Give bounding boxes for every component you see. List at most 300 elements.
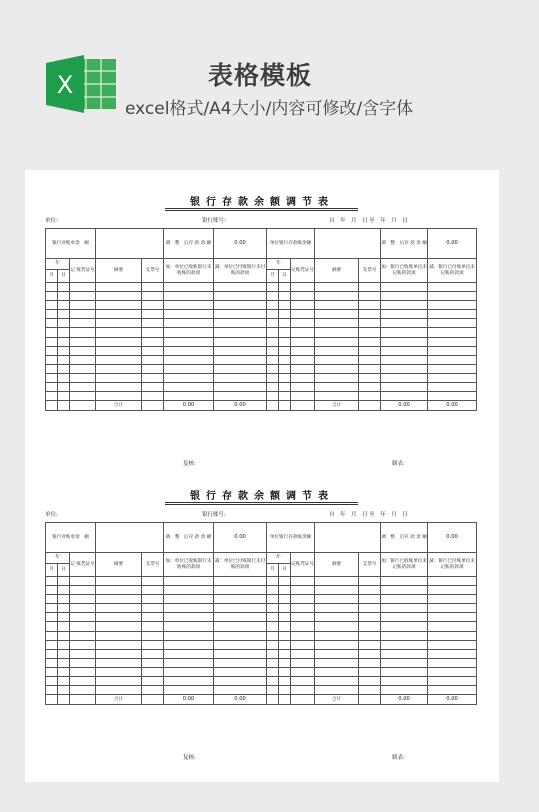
- table-cell[interactable]: [428, 613, 477, 622]
- table-cell[interactable]: [214, 631, 267, 640]
- table-cell[interactable]: [58, 586, 70, 595]
- table-cell[interactable]: [291, 364, 315, 373]
- table-cell[interactable]: [164, 319, 214, 328]
- table-cell[interactable]: [359, 301, 381, 310]
- table-cell[interactable]: [381, 337, 428, 346]
- table-cell[interactable]: [214, 283, 267, 292]
- table-cell[interactable]: [428, 392, 477, 401]
- table-cell[interactable]: [96, 337, 142, 346]
- table-cell[interactable]: [428, 319, 477, 328]
- table-cell[interactable]: [46, 310, 58, 319]
- table-cell[interactable]: [214, 346, 267, 355]
- table-cell[interactable]: [315, 667, 359, 676]
- table-cell[interactable]: [381, 383, 428, 392]
- table-cell[interactable]: [164, 649, 214, 658]
- table-cell[interactable]: [359, 364, 381, 373]
- table-cell[interactable]: [58, 631, 70, 640]
- table-cell[interactable]: [381, 319, 428, 328]
- table-cell[interactable]: [279, 383, 291, 392]
- table-cell[interactable]: [142, 677, 164, 686]
- table-cell[interactable]: [279, 631, 291, 640]
- table-cell[interactable]: [291, 292, 315, 301]
- table-cell[interactable]: [58, 658, 70, 667]
- table-cell[interactable]: [279, 328, 291, 337]
- bank-statement-balance-value[interactable]: [96, 523, 164, 553]
- table-cell[interactable]: [279, 310, 291, 319]
- table-cell[interactable]: [214, 613, 267, 622]
- table-cell[interactable]: [70, 310, 96, 319]
- table-cell[interactable]: [381, 586, 428, 595]
- table-cell[interactable]: [267, 319, 279, 328]
- table-cell[interactable]: [46, 649, 58, 658]
- table-cell[interactable]: [96, 640, 142, 649]
- table-cell[interactable]: [46, 373, 58, 382]
- table-cell[interactable]: [279, 346, 291, 355]
- table-cell[interactable]: [428, 383, 477, 392]
- table-cell[interactable]: [70, 667, 96, 676]
- table-cell[interactable]: [142, 667, 164, 676]
- table-cell[interactable]: [164, 383, 214, 392]
- table-cell[interactable]: [164, 586, 214, 595]
- table-cell[interactable]: [164, 686, 214, 695]
- table-cell[interactable]: [214, 604, 267, 613]
- table-cell[interactable]: [58, 613, 70, 622]
- table-cell[interactable]: [164, 346, 214, 355]
- table-cell[interactable]: [359, 310, 381, 319]
- table-cell[interactable]: [70, 631, 96, 640]
- table-cell[interactable]: [96, 622, 142, 631]
- table-cell[interactable]: [96, 613, 142, 622]
- table-cell[interactable]: [381, 595, 428, 604]
- table-cell[interactable]: [359, 346, 381, 355]
- table-cell[interactable]: [291, 622, 315, 631]
- table-cell[interactable]: [359, 595, 381, 604]
- table-cell[interactable]: [279, 586, 291, 595]
- table-cell[interactable]: [291, 667, 315, 676]
- table-cell[interactable]: [214, 301, 267, 310]
- table-cell[interactable]: [96, 595, 142, 604]
- table-cell[interactable]: [428, 373, 477, 382]
- table-cell[interactable]: [46, 283, 58, 292]
- table-cell[interactable]: [428, 364, 477, 373]
- table-cell[interactable]: [46, 631, 58, 640]
- table-cell[interactable]: [381, 364, 428, 373]
- table-cell[interactable]: [279, 640, 291, 649]
- table-cell[interactable]: [58, 355, 70, 364]
- table-cell[interactable]: [96, 658, 142, 667]
- table-cell[interactable]: [428, 604, 477, 613]
- table-cell[interactable]: [267, 604, 279, 613]
- table-cell[interactable]: [267, 310, 279, 319]
- table-cell[interactable]: [142, 604, 164, 613]
- table-cell[interactable]: [164, 364, 214, 373]
- table-cell[interactable]: [164, 301, 214, 310]
- table-cell[interactable]: [142, 577, 164, 586]
- table-cell[interactable]: [381, 283, 428, 292]
- table-cell[interactable]: [291, 383, 315, 392]
- table-cell[interactable]: [315, 355, 359, 364]
- table-cell[interactable]: [142, 310, 164, 319]
- table-cell[interactable]: [267, 292, 279, 301]
- table-cell[interactable]: [428, 310, 477, 319]
- table-cell[interactable]: [315, 640, 359, 649]
- table-cell[interactable]: [214, 328, 267, 337]
- table-cell[interactable]: [164, 604, 214, 613]
- table-cell[interactable]: [142, 337, 164, 346]
- table-cell[interactable]: [279, 649, 291, 658]
- table-cell[interactable]: [279, 373, 291, 382]
- table-cell[interactable]: [46, 355, 58, 364]
- table-cell[interactable]: [315, 373, 359, 382]
- table-cell[interactable]: [267, 686, 279, 695]
- table-cell[interactable]: [428, 283, 477, 292]
- table-cell[interactable]: [279, 604, 291, 613]
- table-cell[interactable]: [164, 373, 214, 382]
- table-cell[interactable]: [291, 310, 315, 319]
- table-cell[interactable]: [70, 337, 96, 346]
- table-cell[interactable]: [70, 392, 96, 401]
- table-cell[interactable]: [142, 392, 164, 401]
- table-cell[interactable]: [58, 604, 70, 613]
- table-cell[interactable]: [381, 604, 428, 613]
- table-cell[interactable]: [58, 337, 70, 346]
- table-cell[interactable]: [428, 640, 477, 649]
- table-cell[interactable]: [46, 640, 58, 649]
- table-cell[interactable]: [359, 622, 381, 631]
- table-cell[interactable]: [70, 383, 96, 392]
- table-cell[interactable]: [315, 658, 359, 667]
- table-cell[interactable]: [359, 292, 381, 301]
- table-cell[interactable]: [46, 392, 58, 401]
- table-cell[interactable]: [214, 622, 267, 631]
- table-cell[interactable]: [70, 292, 96, 301]
- table-cell[interactable]: [58, 364, 70, 373]
- table-cell[interactable]: [291, 301, 315, 310]
- table-cell[interactable]: [428, 337, 477, 346]
- table-cell[interactable]: [315, 310, 359, 319]
- table-cell[interactable]: [381, 613, 428, 622]
- table-cell[interactable]: [359, 631, 381, 640]
- table-cell[interactable]: [381, 373, 428, 382]
- table-cell[interactable]: [142, 622, 164, 631]
- table-cell[interactable]: [267, 328, 279, 337]
- table-cell[interactable]: [315, 364, 359, 373]
- table-cell[interactable]: [381, 658, 428, 667]
- table-cell[interactable]: [279, 677, 291, 686]
- table-cell[interactable]: [96, 677, 142, 686]
- table-cell[interactable]: [291, 613, 315, 622]
- table-cell[interactable]: [315, 283, 359, 292]
- table-cell[interactable]: [359, 586, 381, 595]
- table-cell[interactable]: [315, 328, 359, 337]
- table-cell[interactable]: [142, 292, 164, 301]
- table-cell[interactable]: [96, 604, 142, 613]
- table-cell[interactable]: [315, 292, 359, 301]
- table-cell[interactable]: [70, 577, 96, 586]
- table-cell[interactable]: [315, 319, 359, 328]
- table-cell[interactable]: [428, 346, 477, 355]
- table-cell[interactable]: [142, 319, 164, 328]
- table-cell[interactable]: [381, 355, 428, 364]
- table-cell[interactable]: [359, 373, 381, 382]
- table-cell[interactable]: [58, 346, 70, 355]
- table-cell[interactable]: [142, 613, 164, 622]
- table-cell[interactable]: [70, 346, 96, 355]
- table-cell[interactable]: [428, 328, 477, 337]
- table-cell[interactable]: [428, 577, 477, 586]
- table-cell[interactable]: [315, 631, 359, 640]
- table-cell[interactable]: [428, 677, 477, 686]
- table-cell[interactable]: [279, 301, 291, 310]
- table-cell[interactable]: [291, 686, 315, 695]
- unit-deposit-balance-value[interactable]: [315, 523, 381, 553]
- table-cell[interactable]: [315, 677, 359, 686]
- table-cell[interactable]: [70, 595, 96, 604]
- table-cell[interactable]: [428, 649, 477, 658]
- table-cell[interactable]: [428, 586, 477, 595]
- table-cell[interactable]: [214, 649, 267, 658]
- table-cell[interactable]: [214, 383, 267, 392]
- table-cell[interactable]: [164, 577, 214, 586]
- table-cell[interactable]: [267, 283, 279, 292]
- table-cell[interactable]: [315, 586, 359, 595]
- table-cell[interactable]: [279, 319, 291, 328]
- table-cell[interactable]: [164, 337, 214, 346]
- table-cell[interactable]: [214, 640, 267, 649]
- table-cell[interactable]: [291, 640, 315, 649]
- table-cell[interactable]: [359, 613, 381, 622]
- table-cell[interactable]: [46, 319, 58, 328]
- table-cell[interactable]: [267, 355, 279, 364]
- table-cell[interactable]: [291, 355, 315, 364]
- table-cell[interactable]: [279, 292, 291, 301]
- table-cell[interactable]: [46, 364, 58, 373]
- table-cell[interactable]: [315, 301, 359, 310]
- table-cell[interactable]: [279, 595, 291, 604]
- table-cell[interactable]: [142, 649, 164, 658]
- table-cell[interactable]: [315, 577, 359, 586]
- table-cell[interactable]: [58, 383, 70, 392]
- table-cell[interactable]: [96, 328, 142, 337]
- table-cell[interactable]: [214, 364, 267, 373]
- table-cell[interactable]: [267, 364, 279, 373]
- table-cell[interactable]: [291, 586, 315, 595]
- table-cell[interactable]: [291, 604, 315, 613]
- table-cell[interactable]: [214, 319, 267, 328]
- table-cell[interactable]: [267, 577, 279, 586]
- table-cell[interactable]: [291, 319, 315, 328]
- table-cell[interactable]: [359, 328, 381, 337]
- table-cell[interactable]: [164, 667, 214, 676]
- table-cell[interactable]: [70, 328, 96, 337]
- table-cell[interactable]: [46, 586, 58, 595]
- table-cell[interactable]: [315, 649, 359, 658]
- table-cell[interactable]: [96, 346, 142, 355]
- table-cell[interactable]: [164, 622, 214, 631]
- table-cell[interactable]: [96, 310, 142, 319]
- table-cell[interactable]: [291, 346, 315, 355]
- table-cell[interactable]: [142, 301, 164, 310]
- table-cell[interactable]: [70, 677, 96, 686]
- table-cell[interactable]: [381, 346, 428, 355]
- table-cell[interactable]: [279, 613, 291, 622]
- table-cell[interactable]: [428, 595, 477, 604]
- table-cell[interactable]: [96, 319, 142, 328]
- table-cell[interactable]: [315, 595, 359, 604]
- table-cell[interactable]: [279, 355, 291, 364]
- table-cell[interactable]: [96, 649, 142, 658]
- table-cell[interactable]: [291, 337, 315, 346]
- table-cell[interactable]: [267, 392, 279, 401]
- table-cell[interactable]: [428, 301, 477, 310]
- table-cell[interactable]: [359, 383, 381, 392]
- table-cell[interactable]: [96, 301, 142, 310]
- table-cell[interactable]: [291, 595, 315, 604]
- table-cell[interactable]: [359, 658, 381, 667]
- table-cell[interactable]: [164, 658, 214, 667]
- table-cell[interactable]: [96, 631, 142, 640]
- table-cell[interactable]: [359, 577, 381, 586]
- table-cell[interactable]: [46, 667, 58, 676]
- table-cell[interactable]: [46, 613, 58, 622]
- table-cell[interactable]: [267, 649, 279, 658]
- table-cell[interactable]: [46, 577, 58, 586]
- table-cell[interactable]: [279, 658, 291, 667]
- table-cell[interactable]: [381, 310, 428, 319]
- table-cell[interactable]: [428, 292, 477, 301]
- table-cell[interactable]: [267, 337, 279, 346]
- table-cell[interactable]: [214, 310, 267, 319]
- table-cell[interactable]: [58, 667, 70, 676]
- table-cell[interactable]: [315, 383, 359, 392]
- table-cell[interactable]: [46, 346, 58, 355]
- table-cell[interactable]: [359, 649, 381, 658]
- table-cell[interactable]: [359, 604, 381, 613]
- table-cell[interactable]: [359, 667, 381, 676]
- table-cell[interactable]: [381, 667, 428, 676]
- table-cell[interactable]: [359, 283, 381, 292]
- table-cell[interactable]: [267, 346, 279, 355]
- table-cell[interactable]: [142, 373, 164, 382]
- table-cell[interactable]: [58, 577, 70, 586]
- table-cell[interactable]: [58, 301, 70, 310]
- table-cell[interactable]: [279, 622, 291, 631]
- table-cell[interactable]: [58, 595, 70, 604]
- table-cell[interactable]: [96, 667, 142, 676]
- table-cell[interactable]: [58, 686, 70, 695]
- table-cell[interactable]: [96, 383, 142, 392]
- table-cell[interactable]: [214, 686, 267, 695]
- table-cell[interactable]: [359, 392, 381, 401]
- table-cell[interactable]: [267, 586, 279, 595]
- table-cell[interactable]: [142, 364, 164, 373]
- table-cell[interactable]: [142, 383, 164, 392]
- table-cell[interactable]: [70, 319, 96, 328]
- table-cell[interactable]: [214, 586, 267, 595]
- table-cell[interactable]: [291, 392, 315, 401]
- table-cell[interactable]: [214, 595, 267, 604]
- table-cell[interactable]: [164, 640, 214, 649]
- table-cell[interactable]: [381, 640, 428, 649]
- table-cell[interactable]: [96, 364, 142, 373]
- table-cell[interactable]: [58, 622, 70, 631]
- table-cell[interactable]: [214, 355, 267, 364]
- table-cell[interactable]: [279, 577, 291, 586]
- table-cell[interactable]: [96, 283, 142, 292]
- table-cell[interactable]: [46, 622, 58, 631]
- table-cell[interactable]: [428, 622, 477, 631]
- table-cell[interactable]: [46, 658, 58, 667]
- table-cell[interactable]: [70, 364, 96, 373]
- table-cell[interactable]: [142, 346, 164, 355]
- table-cell[interactable]: [214, 677, 267, 686]
- table-cell[interactable]: [164, 292, 214, 301]
- table-cell[interactable]: [381, 577, 428, 586]
- table-cell[interactable]: [381, 649, 428, 658]
- table-cell[interactable]: [58, 328, 70, 337]
- table-cell[interactable]: [70, 301, 96, 310]
- table-cell[interactable]: [279, 283, 291, 292]
- table-cell[interactable]: [315, 337, 359, 346]
- table-cell[interactable]: [381, 328, 428, 337]
- table-cell[interactable]: [164, 392, 214, 401]
- table-cell[interactable]: [381, 301, 428, 310]
- table-cell[interactable]: [214, 658, 267, 667]
- table-cell[interactable]: [164, 310, 214, 319]
- table-cell[interactable]: [142, 686, 164, 695]
- table-cell[interactable]: [279, 667, 291, 676]
- table-cell[interactable]: [46, 301, 58, 310]
- table-cell[interactable]: [142, 283, 164, 292]
- table-cell[interactable]: [214, 292, 267, 301]
- table-cell[interactable]: [359, 337, 381, 346]
- table-cell[interactable]: [315, 392, 359, 401]
- table-cell[interactable]: [70, 283, 96, 292]
- table-cell[interactable]: [291, 577, 315, 586]
- table-cell[interactable]: [267, 595, 279, 604]
- table-cell[interactable]: [279, 364, 291, 373]
- table-cell[interactable]: [96, 577, 142, 586]
- table-cell[interactable]: [267, 613, 279, 622]
- table-cell[interactable]: [279, 337, 291, 346]
- table-cell[interactable]: [70, 658, 96, 667]
- table-cell[interactable]: [315, 613, 359, 622]
- table-cell[interactable]: [279, 686, 291, 695]
- table-cell[interactable]: [315, 346, 359, 355]
- table-cell[interactable]: [291, 631, 315, 640]
- bank-statement-balance-value[interactable]: [96, 229, 164, 259]
- table-cell[interactable]: [267, 658, 279, 667]
- table-cell[interactable]: [58, 677, 70, 686]
- table-cell[interactable]: [46, 604, 58, 613]
- table-cell[interactable]: [70, 355, 96, 364]
- table-cell[interactable]: [291, 677, 315, 686]
- table-cell[interactable]: [142, 355, 164, 364]
- table-cell[interactable]: [142, 631, 164, 640]
- table-cell[interactable]: [214, 337, 267, 346]
- table-cell[interactable]: [267, 640, 279, 649]
- table-cell[interactable]: [46, 328, 58, 337]
- table-cell[interactable]: [96, 355, 142, 364]
- table-cell[interactable]: [58, 640, 70, 649]
- table-cell[interactable]: [291, 283, 315, 292]
- table-cell[interactable]: [164, 595, 214, 604]
- unit-deposit-balance-value[interactable]: [315, 229, 381, 259]
- table-cell[interactable]: [315, 622, 359, 631]
- table-cell[interactable]: [58, 319, 70, 328]
- table-cell[interactable]: [291, 658, 315, 667]
- table-cell[interactable]: [46, 292, 58, 301]
